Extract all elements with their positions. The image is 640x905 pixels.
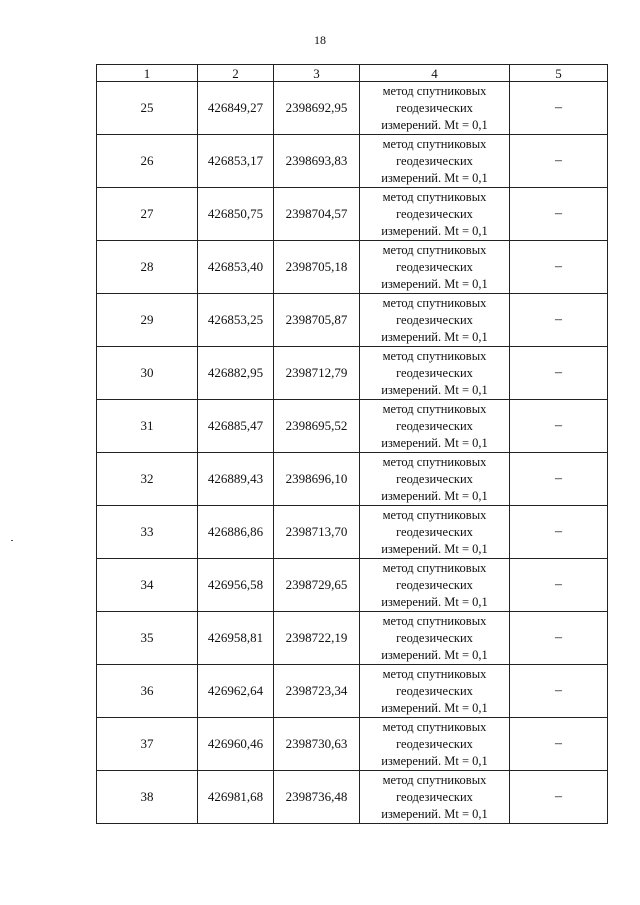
point-number-cell: 30: [97, 347, 198, 400]
x-coordinate-cell: 426849,27: [198, 82, 274, 135]
method-text-line: метод спутниковых: [382, 348, 487, 363]
y-coordinate-cell: 2398693,83: [274, 135, 360, 188]
y-coordinate-cell: 2398736,48: [274, 771, 360, 824]
method-text-line: геодезических: [396, 259, 473, 274]
description-cell: –: [510, 347, 608, 400]
method-text-line: измерений. Mt = 0,1: [381, 700, 488, 715]
y-coordinate-cell: 2398705,18: [274, 241, 360, 294]
method-text-line: геодезических: [396, 683, 473, 698]
x-coordinate-cell: 426889,43: [198, 453, 274, 506]
method-text-line: метод спутниковых: [382, 454, 487, 469]
method-text-line: геодезических: [396, 789, 473, 804]
method-text-line: метод спутниковых: [382, 83, 487, 98]
x-coordinate-cell: 426962,64: [198, 665, 274, 718]
description-cell: –: [510, 294, 608, 347]
method-text-line: измерений. Mt = 0,1: [381, 594, 488, 609]
x-coordinate-cell: 426958,81: [198, 612, 274, 665]
table-body: [97, 82, 608, 824]
table-row: [97, 135, 608, 188]
method-text-line: геодезических: [396, 365, 473, 380]
y-coordinate-cell: 2398705,87: [274, 294, 360, 347]
method-cell: [360, 718, 510, 771]
description-cell: –: [510, 453, 608, 506]
y-coordinate-cell: 2398695,52: [274, 400, 360, 453]
method-cell: [360, 82, 510, 135]
y-coordinate-cell: 2398692,95: [274, 82, 360, 135]
method-cell: [360, 506, 510, 559]
description-cell: –: [510, 82, 608, 135]
description-cell: –: [510, 506, 608, 559]
method-cell: [360, 400, 510, 453]
method-text-line: метод спутниковых: [382, 560, 487, 575]
point-number-cell: 32: [97, 453, 198, 506]
method-text-line: геодезических: [396, 736, 473, 751]
column-header-5: 5: [510, 65, 608, 82]
method-text-line: метод спутниковых: [382, 666, 487, 681]
method-text-line: измерений. Mt = 0,1: [381, 276, 488, 291]
method-cell: [360, 347, 510, 400]
method-text-line: геодезических: [396, 312, 473, 327]
method-text-line: геодезических: [396, 630, 473, 645]
table-row: [97, 771, 608, 824]
description-cell: –: [510, 559, 608, 612]
description-cell: –: [510, 612, 608, 665]
method-cell: [360, 665, 510, 718]
description-cell: –: [510, 718, 608, 771]
x-coordinate-cell: 426981,68: [198, 771, 274, 824]
description-cell: –: [510, 400, 608, 453]
table-row: [97, 241, 608, 294]
point-number-cell: 26: [97, 135, 198, 188]
point-number-cell: 25: [97, 82, 198, 135]
method-text-line: геодезических: [396, 524, 473, 539]
method-text-line: метод спутниковых: [382, 136, 487, 151]
description-cell: –: [510, 135, 608, 188]
scan-speck: [11, 540, 13, 541]
point-number-cell: 28: [97, 241, 198, 294]
method-text-line: измерений. Mt = 0,1: [381, 382, 488, 397]
method-cell: [360, 771, 510, 824]
point-number-cell: 35: [97, 612, 198, 665]
point-number-cell: 27: [97, 188, 198, 241]
table-header-row: [97, 65, 608, 82]
column-header-2: 2: [198, 65, 274, 82]
y-coordinate-cell: 2398713,70: [274, 506, 360, 559]
table-row: [97, 82, 608, 135]
x-coordinate-cell: 426882,95: [198, 347, 274, 400]
method-text-line: геодезических: [396, 577, 473, 592]
y-coordinate-cell: 2398696,10: [274, 453, 360, 506]
y-coordinate-cell: 2398730,63: [274, 718, 360, 771]
column-header-4: 4: [360, 65, 510, 82]
x-coordinate-cell: 426853,17: [198, 135, 274, 188]
description-cell: –: [510, 188, 608, 241]
point-number-cell: 36: [97, 665, 198, 718]
table-row: [97, 453, 608, 506]
x-coordinate-cell: 426956,58: [198, 559, 274, 612]
y-coordinate-cell: 2398704,57: [274, 188, 360, 241]
table-row: [97, 506, 608, 559]
point-number-cell: 38: [97, 771, 198, 824]
method-text-line: геодезических: [396, 206, 473, 221]
method-text-line: метод спутниковых: [382, 719, 487, 734]
method-text-line: измерений. Mt = 0,1: [381, 170, 488, 185]
table-row: [97, 294, 608, 347]
method-text-line: измерений. Mt = 0,1: [381, 647, 488, 662]
point-number-cell: 29: [97, 294, 198, 347]
table-row: [97, 347, 608, 400]
method-cell: [360, 559, 510, 612]
method-text-line: геодезических: [396, 471, 473, 486]
y-coordinate-cell: 2398712,79: [274, 347, 360, 400]
description-cell: –: [510, 665, 608, 718]
method-text-line: измерений. Mt = 0,1: [381, 806, 488, 821]
method-text-line: метод спутниковых: [382, 613, 487, 628]
method-text-line: геодезических: [396, 153, 473, 168]
y-coordinate-cell: 2398723,34: [274, 665, 360, 718]
table-row: [97, 188, 608, 241]
method-text-line: измерений. Mt = 0,1: [381, 117, 488, 132]
method-text-line: геодезических: [396, 100, 473, 115]
point-number-cell: 37: [97, 718, 198, 771]
method-text-line: метод спутниковых: [382, 189, 487, 204]
method-text-line: метод спутниковых: [382, 242, 487, 257]
x-coordinate-cell: 426885,47: [198, 400, 274, 453]
method-text-line: метод спутниковых: [382, 507, 487, 522]
point-number-cell: 31: [97, 400, 198, 453]
page-number: 18: [314, 33, 326, 47]
table-row: [97, 612, 608, 665]
method-cell: [360, 241, 510, 294]
y-coordinate-cell: 2398729,65: [274, 559, 360, 612]
table-row: [97, 665, 608, 718]
description-cell: –: [510, 771, 608, 824]
table-row: [97, 400, 608, 453]
point-number-cell: 34: [97, 559, 198, 612]
x-coordinate-cell: 426850,75: [198, 188, 274, 241]
method-text-line: измерений. Mt = 0,1: [381, 329, 488, 344]
method-cell: [360, 612, 510, 665]
method-text-line: геодезических: [396, 418, 473, 433]
y-coordinate-cell: 2398722,19: [274, 612, 360, 665]
method-text-line: измерений. Mt = 0,1: [381, 223, 488, 238]
method-text-line: метод спутниковых: [382, 772, 487, 787]
method-cell: [360, 135, 510, 188]
table-row: [97, 718, 608, 771]
x-coordinate-cell: 426960,46: [198, 718, 274, 771]
x-coordinate-cell: 426853,25: [198, 294, 274, 347]
method-cell: [360, 453, 510, 506]
x-coordinate-cell: 426853,40: [198, 241, 274, 294]
method-text-line: измерений. Mt = 0,1: [381, 541, 488, 556]
description-cell: –: [510, 241, 608, 294]
method-cell: [360, 188, 510, 241]
column-header-1: 1: [97, 65, 198, 82]
method-text-line: измерений. Mt = 0,1: [381, 488, 488, 503]
point-number-cell: 33: [97, 506, 198, 559]
method-text-line: метод спутниковых: [382, 401, 487, 416]
method-cell: [360, 294, 510, 347]
method-text-line: измерений. Mt = 0,1: [381, 435, 488, 450]
method-text-line: метод спутниковых: [382, 295, 487, 310]
column-header-3: 3: [274, 65, 360, 82]
method-text-line: измерений. Mt = 0,1: [381, 753, 488, 768]
table-row: [97, 559, 608, 612]
coordinates-table: [96, 64, 608, 824]
x-coordinate-cell: 426886,86: [198, 506, 274, 559]
